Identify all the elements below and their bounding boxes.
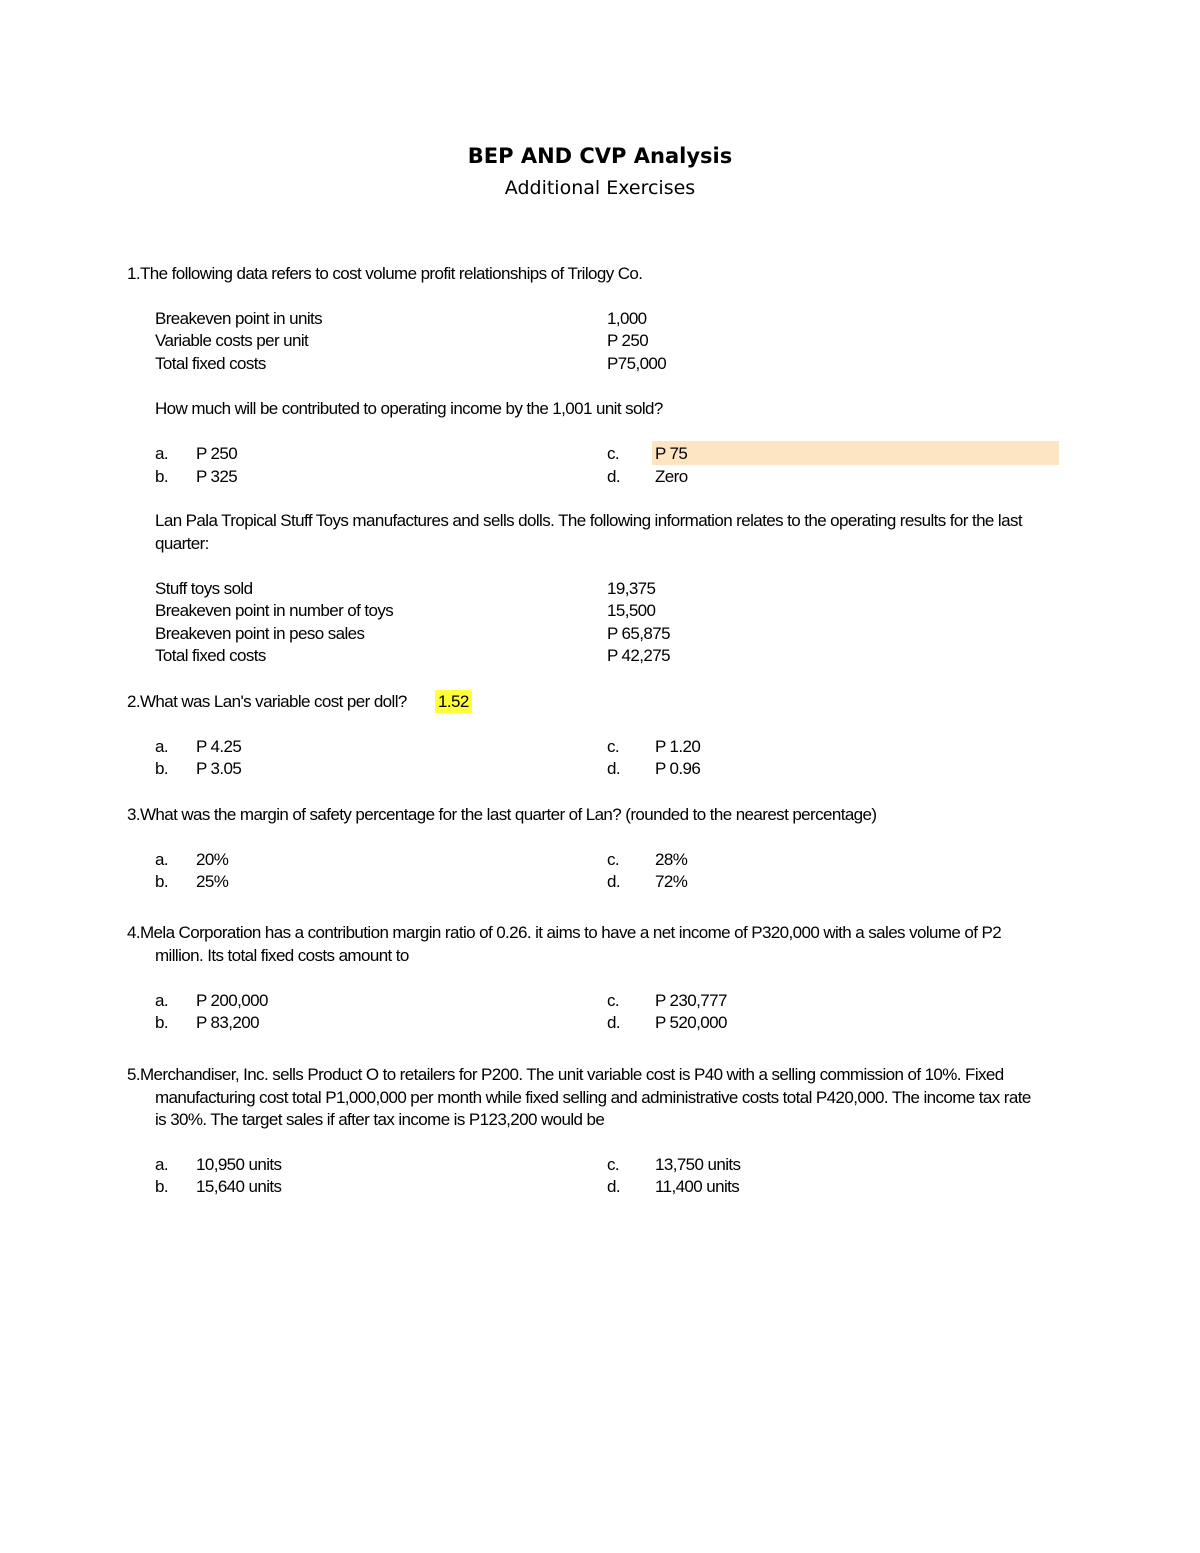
q1-option-a-text: P 250 bbox=[196, 444, 238, 463]
q3-option-a-letter: a. bbox=[155, 850, 168, 869]
q5-option-d-letter: d. bbox=[607, 1177, 620, 1196]
lan-row-value: P 65,875 bbox=[607, 624, 670, 643]
page-subtitle: Additional Exercises bbox=[504, 177, 696, 199]
q1-option-c-letter: c. bbox=[607, 444, 620, 463]
q1-option-c-text: P 75 bbox=[655, 444, 688, 463]
lan-row-value: 19,375 bbox=[607, 579, 656, 598]
q2-answer-highlight: 1.52 bbox=[435, 690, 472, 713]
q1-row-value: P75,000 bbox=[607, 354, 667, 373]
q2-option-b-text: P 3.05 bbox=[196, 759, 242, 778]
q1-row-label: Breakeven point in units bbox=[155, 309, 323, 328]
q5-option-c-letter: c. bbox=[607, 1155, 620, 1174]
q4-stem-line: 4.Mela Corporation has a contribution margin ratio of 0.26. it aims to have a net income of P320,000 with a sales volume of P2 bbox=[127, 923, 1002, 942]
q3-stem: 3.What was the margin of safety percentage for the last quarter of Lan? (rounded to the nearest percentage) bbox=[127, 805, 877, 824]
q5-option-b-text: 15,640 units bbox=[196, 1177, 282, 1196]
q1-stem: 1.The following data refers to cost volume profit relationships of Trilogy Co. bbox=[127, 264, 643, 283]
lan-row-value: P 42,275 bbox=[607, 646, 670, 665]
q5-stem-line: manufacturing cost total P1,000,000 per month while fixed selling and administrative costs total P420,000. The income tax rate bbox=[155, 1088, 1031, 1107]
q3-option-b-letter: b. bbox=[155, 872, 168, 891]
q3-option-c-letter: c. bbox=[607, 850, 620, 869]
q5-option-a-text: 10,950 units bbox=[196, 1155, 282, 1174]
q4-option-b-text: P 83,200 bbox=[196, 1013, 259, 1032]
q2-option-d-letter: d. bbox=[607, 759, 620, 778]
q1-row-label: Total fixed costs bbox=[155, 354, 266, 373]
q4-option-c-letter: c. bbox=[607, 991, 620, 1010]
q2-stem: 2.What was Lan's variable cost per doll? bbox=[127, 692, 407, 711]
lan-intro: Lan Pala Tropical Stuff Toys manufactures and sells dolls. The following information relates to the operating results for the last quarter: bbox=[155, 511, 1022, 553]
q1-option-d-letter: d. bbox=[607, 467, 620, 486]
q3-option-b-text: 25% bbox=[196, 872, 229, 891]
q1-option-d-text: Zero bbox=[655, 467, 688, 486]
q1-answer-highlight bbox=[652, 441, 1059, 465]
q3-option-d-text: 72% bbox=[655, 872, 688, 891]
q2-option-b-letter: b. bbox=[155, 759, 168, 778]
q2-option-a-text: P 4.25 bbox=[196, 737, 242, 756]
q1-row-label: Variable costs per unit bbox=[155, 331, 309, 350]
q5-option-c-text: 13,750 units bbox=[655, 1155, 741, 1174]
q5-option-b-letter: b. bbox=[155, 1177, 168, 1196]
page-title: BEP AND CVP Analysis bbox=[467, 144, 733, 168]
q4-option-a-letter: a. bbox=[155, 991, 168, 1010]
q1-option-b-text: P 325 bbox=[196, 467, 238, 486]
q4-option-c-text: P 230,777 bbox=[655, 991, 727, 1010]
lan-row-label: Breakeven point in number of toys bbox=[155, 601, 394, 620]
lan-row-label: Stuff toys sold bbox=[155, 579, 253, 598]
q1-question: How much will be contributed to operating income by the 1,001 unit sold? bbox=[155, 399, 663, 418]
q5-option-a-letter: a. bbox=[155, 1155, 168, 1174]
lan-row-value: 15,500 bbox=[607, 601, 656, 620]
q3-option-c-text: 28% bbox=[655, 850, 688, 869]
q5-stem-line: is 30%. The target sales if after tax income is P123,200 would be bbox=[155, 1110, 605, 1129]
q4-option-a-text: P 200,000 bbox=[196, 991, 268, 1010]
lan-row-label: Breakeven point in peso sales bbox=[155, 624, 365, 643]
q3-option-d-letter: d. bbox=[607, 872, 620, 891]
q2-option-c-text: P 1.20 bbox=[655, 737, 701, 756]
q2-option-c-letter: c. bbox=[607, 737, 620, 756]
q1-option-a-letter: a. bbox=[155, 444, 168, 463]
q1-option-b-letter: b. bbox=[155, 467, 168, 486]
q4-option-b-letter: b. bbox=[155, 1013, 168, 1032]
q4-option-d-letter: d. bbox=[607, 1013, 620, 1032]
q4-stem-line: million. Its total fixed costs amount to bbox=[155, 946, 409, 965]
q4-option-d-text: P 520,000 bbox=[655, 1013, 727, 1032]
q5-stem-line: 5.Merchandiser, Inc. sells Product O to retailers for P200. The unit variable cost is P40 with a selling commission of 10%. Fixed bbox=[127, 1065, 1004, 1084]
q1-row-value: P 250 bbox=[607, 331, 649, 350]
q3-option-a-text: 20% bbox=[196, 850, 229, 869]
q2-option-d-text: P 0.96 bbox=[655, 759, 701, 778]
q5-option-d-text: 11,400 units bbox=[655, 1177, 740, 1196]
q1-row-value: 1,000 bbox=[607, 309, 647, 328]
lan-row-label: Total fixed costs bbox=[155, 646, 266, 665]
q2-option-a-letter: a. bbox=[155, 737, 168, 756]
